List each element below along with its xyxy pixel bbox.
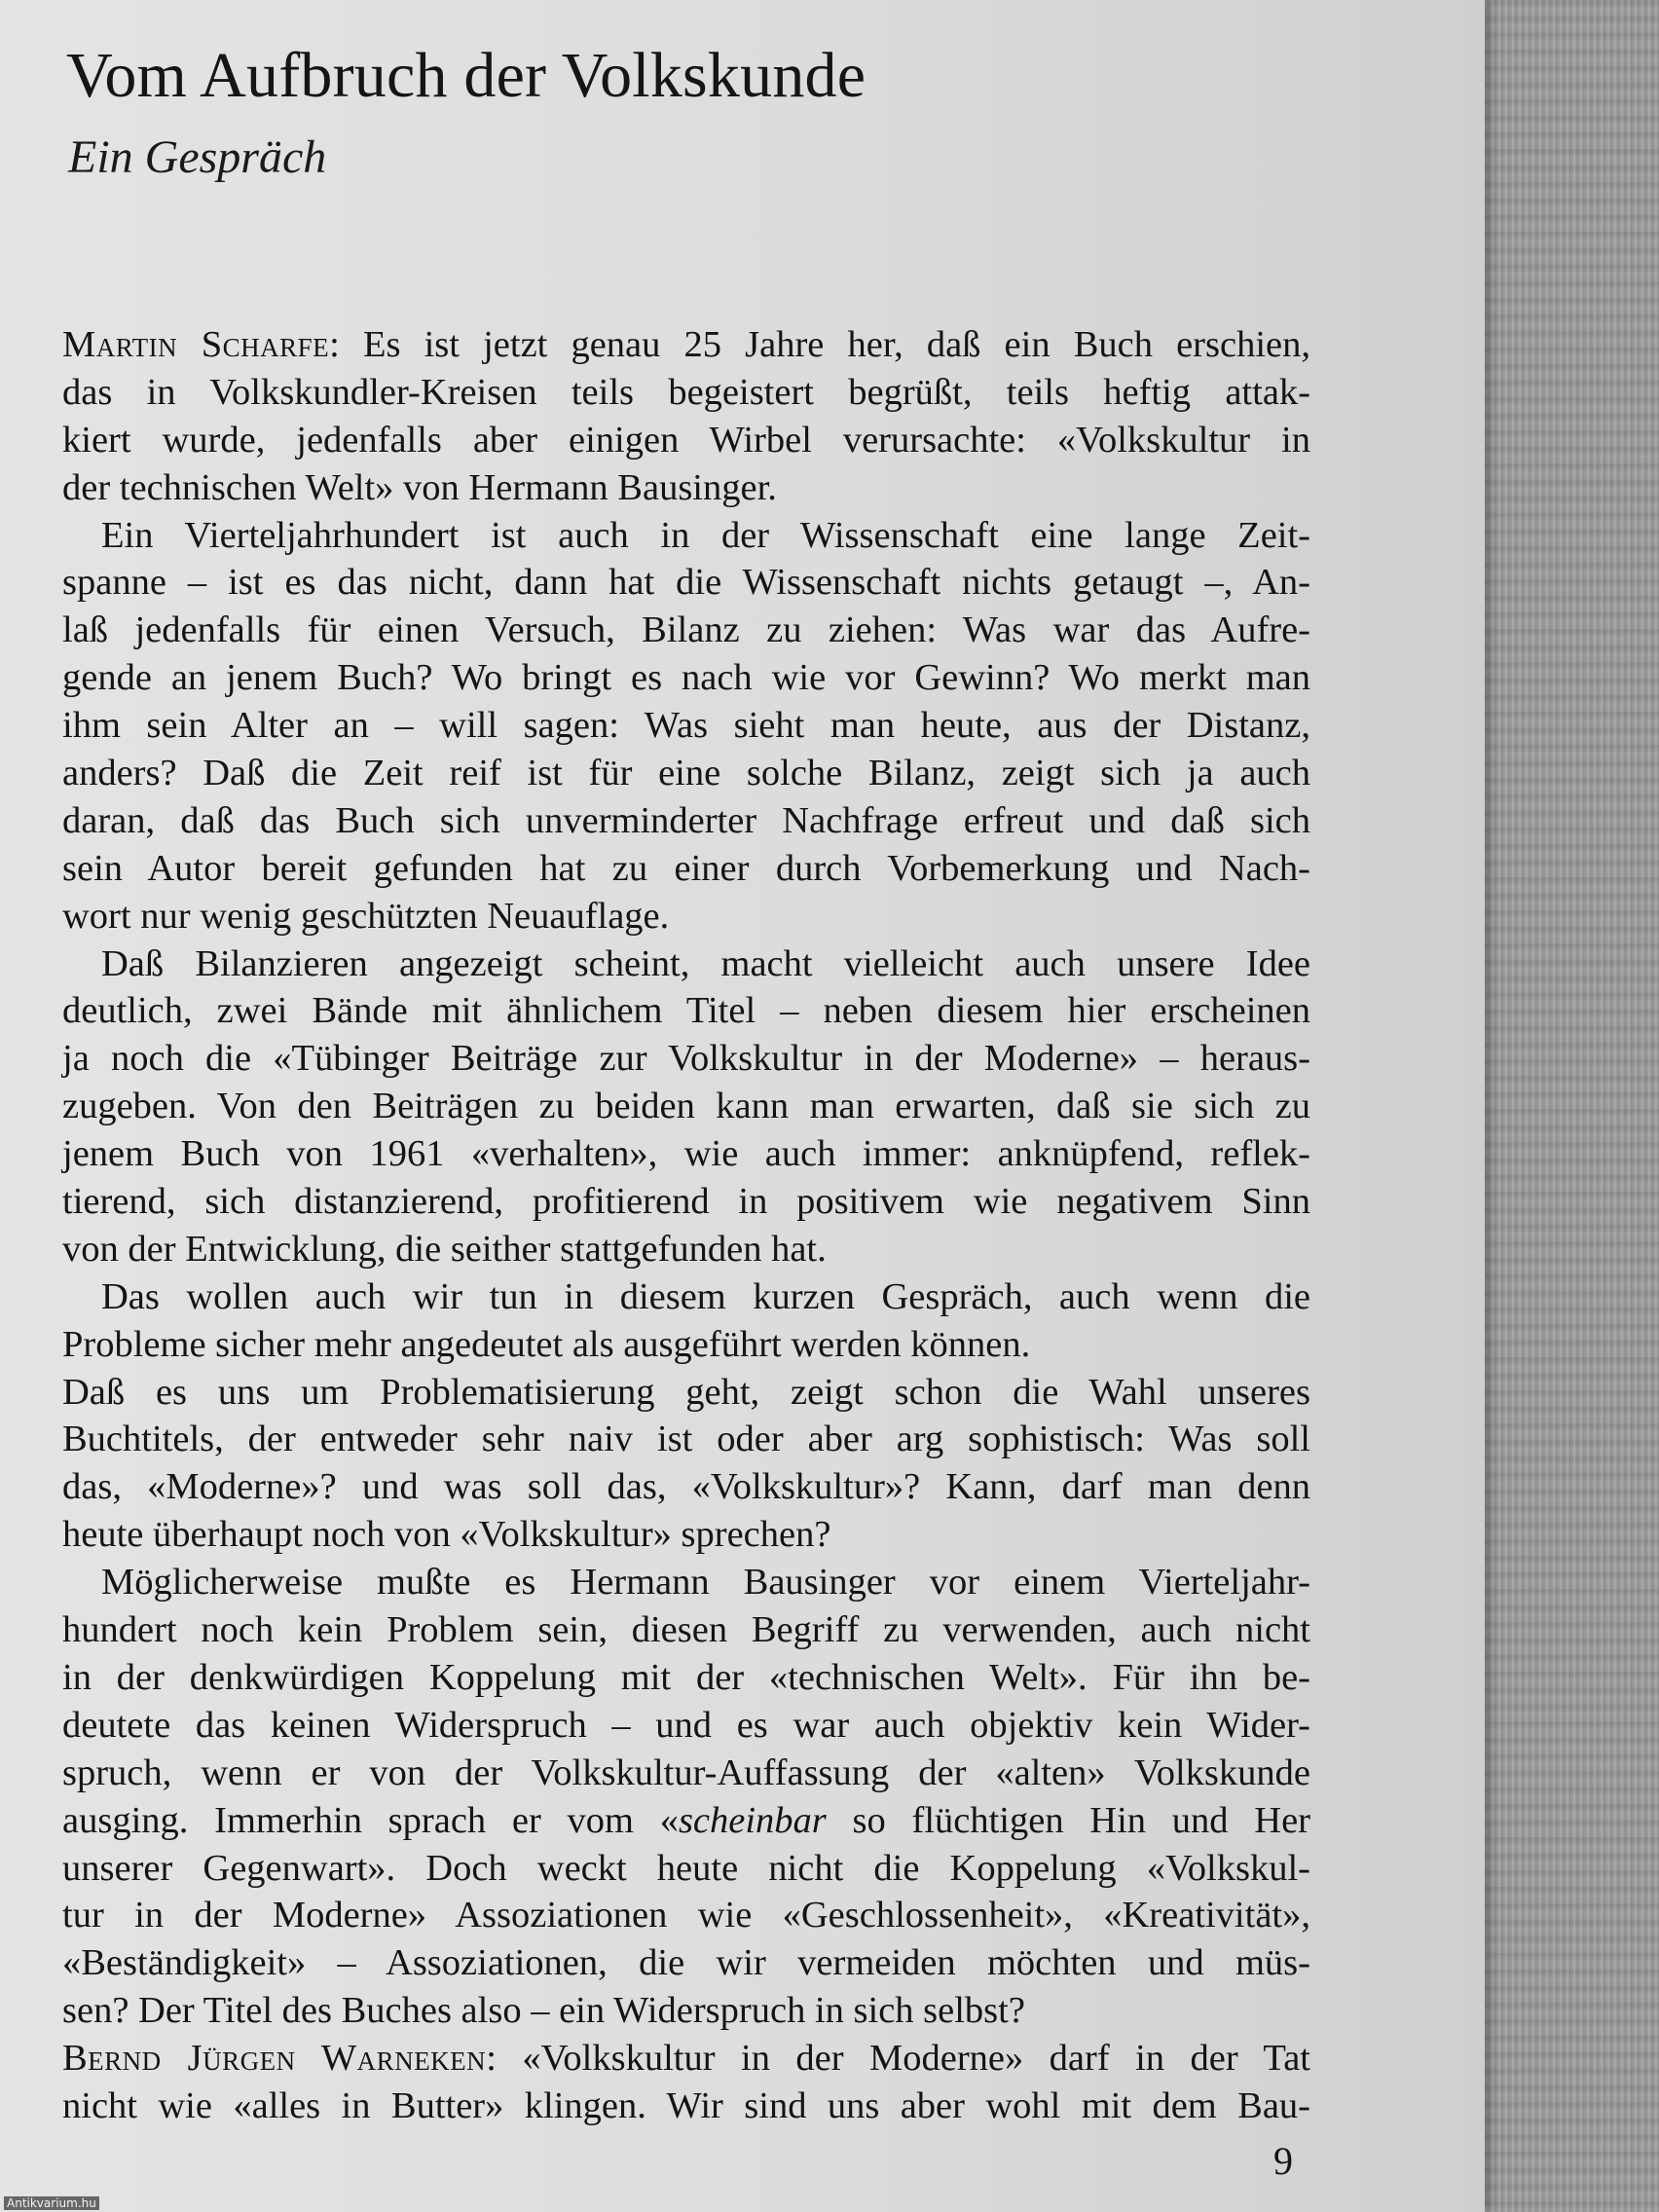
text-line (62, 893, 1310, 940)
text-line (62, 1178, 1310, 1226)
page-title: Vom Aufbruch der Volkskunde (66, 40, 866, 111)
speaker-name: Bernd Jürgen Warneken (62, 2038, 487, 2080)
text-line (62, 940, 1310, 988)
text-line (62, 1463, 1310, 1511)
line-text: heute überhaupt noch von «Volkskultur» sprechen? (62, 1514, 831, 1556)
text-line (62, 369, 1310, 417)
line-text: spruch, wenn er von der Volkskultur-Auffassung der «alten» Volkskunde (62, 1751, 1310, 1793)
line-text: Möglicherweise mußte es Hermann Bausinger vor einem Vierteljahr- (101, 1562, 1310, 1604)
line-text: : «Volkskultur in der Moderne» darf in der Tat (486, 2038, 1310, 2080)
line-text: deutlich, zwei Bände mit ähnlichem Titel – neben diesem hier erscheinen (62, 990, 1310, 1032)
line-text: Daß Bilanzieren angezeigt scheint, macht vielleicht auch unsere Idee (101, 942, 1310, 984)
line-text: spanne – ist es das nicht, dann hat die Wissenschaft nichts getaugt –, An- (62, 562, 1310, 604)
text-line (62, 1321, 1310, 1369)
line-text: «Beständigkeit» – Assoziationen, die wir vermeiden möchten und müs- (62, 1942, 1310, 1984)
line-text: wort nur wenig geschützten Neuauflage. (62, 895, 670, 937)
line-text: das, «Moderne»? und was soll das, «Volkskultur»? Kann, darf man denn (62, 1466, 1310, 1508)
text-line (62, 1083, 1310, 1130)
text-line (62, 1035, 1310, 1083)
text-line (62, 750, 1310, 797)
text-line (62, 1939, 1310, 1987)
line-text: zugeben. Von den Beiträgen zu beiden kann man erwarten, daß sie sich zu (62, 1086, 1310, 1127)
text-line (62, 987, 1310, 1035)
text-line (62, 1559, 1310, 1606)
line-text: jenem Buch von 1961 «verhalten», wie auch immer: anknüpfend, reflek- (62, 1133, 1310, 1175)
line-text: von der Entwicklung, die seither stattgefunden hat. (62, 1228, 827, 1270)
line-text: Ein Vierteljahrhundert ist auch in der Wissenschaft eine lange Zeit- (101, 514, 1310, 556)
line-text: daran, daß das Buch sich unverminderter Nachfrage erfreut und daß sich (62, 799, 1310, 841)
line-text: hundert noch kein Problem sein, diesen Begriff zu verwenden, auch nicht (62, 1609, 1310, 1651)
text-line (62, 417, 1310, 464)
line-text: gende an jenem Buch? Wo bringt es nach wie vor Gewinn? Wo merkt man (62, 657, 1310, 699)
line-text: kiert wurde, jedenfalls aber einigen Wirbel verursachte: «Volkskultur in (62, 419, 1310, 461)
line-text: Buchtitels, der entweder sehr naiv ist oder aber arg sophistisch: Was soll (62, 1419, 1310, 1460)
text-line (62, 464, 1310, 512)
text-line (62, 607, 1310, 654)
line-text: ja noch die «Tübinger Beiträge zur Volkskultur in der Moderne» – heraus- (62, 1038, 1310, 1080)
text-line (62, 1892, 1310, 1939)
line-text: ausging. Immerhin sprach er vom « (62, 1799, 679, 1841)
text-line (62, 1845, 1310, 1893)
background-surface (1485, 0, 1659, 2212)
page-number: 9 (1273, 2139, 1293, 2183)
line-text: Daß es uns um Problematisierung geht, zeigt schon die Wahl unseres (62, 1371, 1310, 1413)
watermark: Antikvarium.hu (4, 2196, 99, 2210)
line-text: deutete das keinen Widerspruch – und es war auch objektiv kein Wider- (62, 1704, 1310, 1746)
line-text: sen? Der Titel des Buches also – ein Widerspruch in sich selbst? (62, 1990, 1025, 2032)
line-text: unserer Gegenwart». Doch weckt heute nicht die Koppelung «Volkskul- (62, 1847, 1310, 1889)
text-line (62, 1511, 1310, 1559)
text-line (62, 1702, 1310, 1750)
body-text (62, 321, 1310, 2130)
text-line (62, 797, 1310, 845)
text-line (62, 1797, 1310, 1845)
line-text: so flüchtigen Hin und Her (826, 1799, 1310, 1841)
text-line (62, 1606, 1310, 1654)
text-line (62, 1654, 1310, 1702)
line-text: ihm sein Alter an – will sagen: Was sieht man heute, aus der Distanz, (62, 705, 1310, 747)
line-text: tierend, sich distanzierend, profitierend in positivem wie negativem Sinn (62, 1181, 1310, 1223)
text-line (62, 2083, 1310, 2130)
line-text: der technischen Welt» von Hermann Bausinger. (62, 466, 777, 508)
text-line (62, 1130, 1310, 1178)
line-text: sein Autor bereit gefunden hat zu einer durch Vorbemerkung und Nach- (62, 847, 1310, 889)
text-line (62, 1273, 1310, 1321)
text-line (62, 512, 1310, 560)
page-subtitle: Ein Gespräch (68, 131, 327, 183)
line-text: Probleme sicher mehr angedeutet als ausgeführt werden können. (62, 1323, 1031, 1365)
text-line (62, 1750, 1310, 1797)
line-text: das in Volkskundler-Kreisen teils begeistert begrüßt, teils heftig attak- (62, 371, 1310, 413)
text-line (62, 1987, 1310, 2035)
line-text: tur in der Moderne» Assoziationen wie «Geschlossenheit», «Kreativität», (62, 1895, 1310, 1936)
text-line (62, 654, 1310, 702)
text-line (62, 1369, 1310, 1417)
text-line (62, 1226, 1310, 1273)
speaker-name: Martin Scharfe (62, 324, 330, 365)
line-text: : Es ist jetzt genau 25 Jahre her, daß ein Buch erschien, (329, 324, 1310, 365)
text-line (62, 845, 1310, 893)
line-text: in der denkwürdigen Koppelung mit der «technischen Welt». Für ihn be- (62, 1656, 1310, 1698)
text-line (62, 559, 1310, 607)
line-text: nicht wie «alles in Butter» klingen. Wir sind uns aber wohl mit dem Bau- (62, 2084, 1310, 2126)
line-text: anders? Daß die Zeit reif ist für eine solche Bilanz, zeigt sich ja auch (62, 753, 1310, 794)
line-text: Das wollen auch wir tun in diesem kurzen Gespräch, auch wenn die (101, 1275, 1310, 1317)
emphasized-text: scheinbar (678, 1799, 827, 1841)
text-line (62, 321, 1310, 369)
text-line (62, 702, 1310, 750)
text-line (62, 1416, 1310, 1463)
line-text: laß jedenfalls für einen Versuch, Bilanz zu ziehen: Was war das Aufre- (62, 609, 1310, 651)
text-line (62, 2035, 1310, 2083)
